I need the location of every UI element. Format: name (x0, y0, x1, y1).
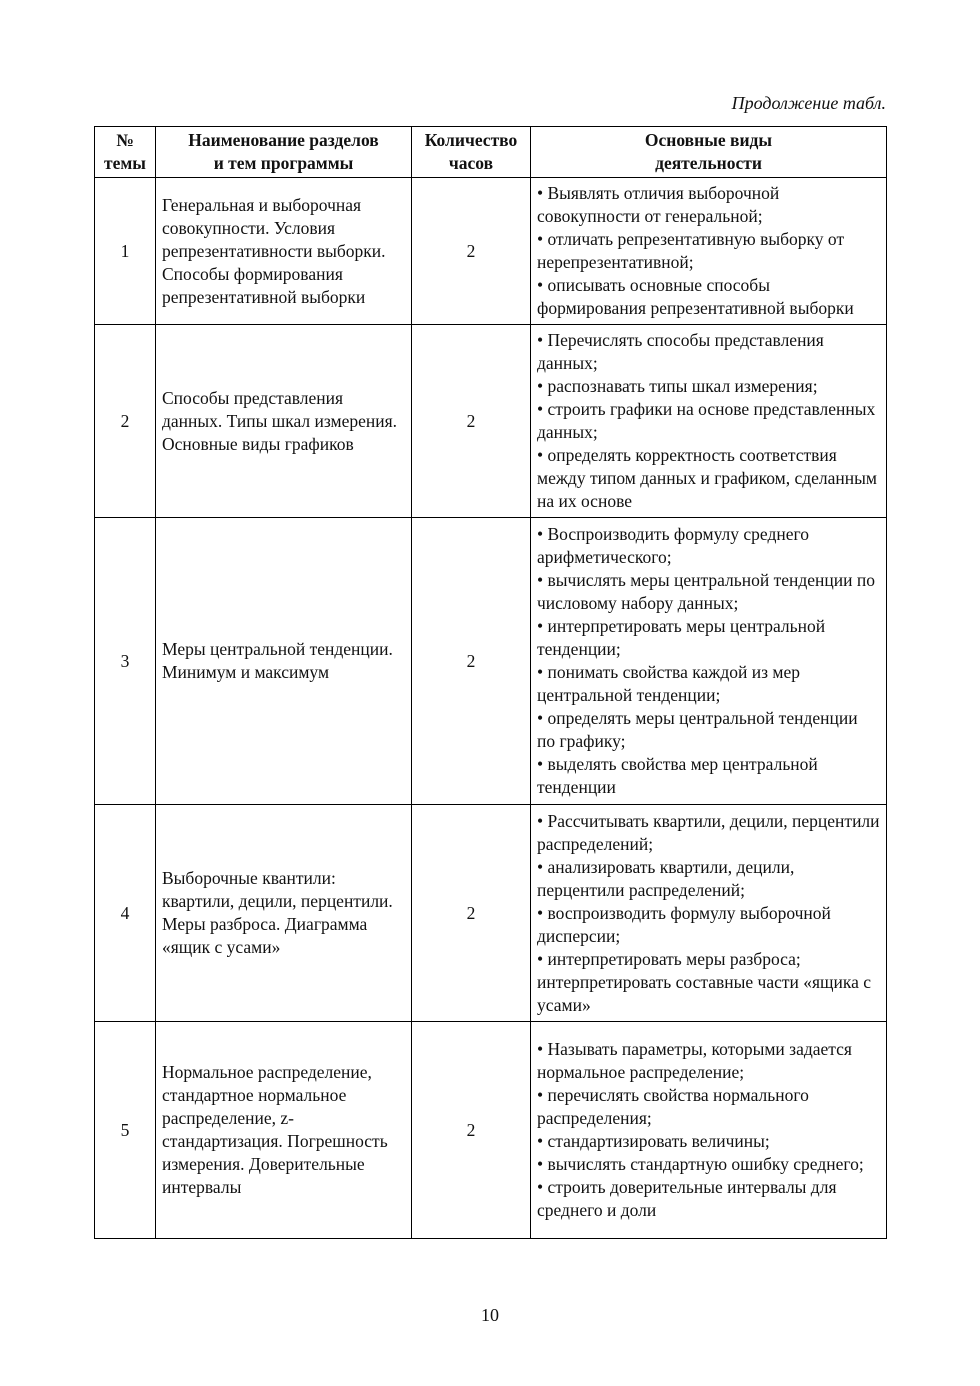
header-topic-name (156, 127, 412, 178)
topic-title: Нормальное распределение, стандартное нормальное распределение, z-стандартизация. Погрешность измерения. Доверительные интервалы (156, 1022, 412, 1239)
activity-item: • воспроизводить формулу выборочной дисперсии; (537, 902, 831, 946)
topic-title: Генеральная и выборочная совокупности. Условия репрезентативности выборки. Способы формирования репрезентативной выборки (156, 178, 412, 325)
table-row (95, 178, 887, 325)
header-topic-number (95, 127, 156, 178)
header-line: и тем программы (213, 153, 354, 173)
topic-hours: 2 (412, 1022, 531, 1239)
table-row (95, 805, 887, 1022)
activity-item: • Выявлять отличия выборочной совокупности от генеральной; (537, 183, 780, 226)
topic-title: Меры центральной тенденции. Минимум и максимум (156, 518, 412, 805)
topic-hours: 2 (412, 325, 531, 518)
topic-activities (531, 1022, 887, 1239)
activity-item: • определять корректность соответствия между типом данных и графиком, сделанным на их основе (537, 445, 877, 511)
topic-number: 5 (95, 1022, 156, 1239)
activity-item: • интерпретировать меры центральной тенденции; (537, 616, 826, 659)
header-line: Основные виды (644, 130, 773, 150)
topic-activities (531, 805, 887, 1022)
header-line: темы (104, 153, 146, 173)
header-hours (412, 127, 531, 178)
topic-hours: 2 (412, 805, 531, 1022)
topic-number: 2 (95, 325, 156, 518)
activity-item: • Называть параметры, которыми задается нормальное распределение; (537, 1039, 852, 1082)
activity-item: • определять меры центральной тенденции по графику; (537, 708, 858, 751)
topic-title: Выборочные квантили: квартили, децили, перцентили. Меры разброса. Диаграмма «ящик с усами» (156, 805, 412, 1022)
page-number: 10 (481, 1305, 499, 1325)
activity-item: • Воспроизводить формулу среднего арифметического; (537, 524, 810, 567)
header-line: Количество (424, 130, 518, 150)
topic-title: Способы представления данных. Типы шкал измерения. Основные виды графиков (156, 325, 412, 518)
table-header-row (95, 127, 887, 178)
table-continuation-caption: Продолжение табл. (731, 93, 886, 113)
activity-item: • распознавать типы шкал измерения; (537, 376, 818, 396)
topic-activities (531, 178, 887, 325)
header-line: Наименование разделов (188, 130, 379, 150)
activity-item: • интерпретировать меры разброса; интерпретировать составные части «ящика с усами» (537, 948, 872, 1015)
activity-item: • вычислять стандартную ошибку среднего; (537, 1154, 864, 1174)
activity-item: • стандартизировать величины; (537, 1131, 770, 1151)
topic-hours: 2 (412, 518, 531, 805)
topic-activities (531, 325, 887, 518)
activity-item: • строить доверительные интервалы для среднего и доли (537, 1177, 837, 1220)
topic-hours: 2 (412, 178, 531, 325)
header-line: № (116, 130, 134, 150)
topic-activities (531, 518, 887, 805)
activity-item: • понимать свойства каждой из мер центральной тенденции; (537, 662, 800, 705)
topic-number: 3 (95, 518, 156, 805)
activity-item: • перечислять свойства нормального распределения; (537, 1085, 809, 1128)
table-row (95, 325, 887, 518)
activity-item: • анализировать квартили, децили, перцентили распределений; (537, 856, 795, 900)
activity-item: • отличать репрезентативную выборку от нерепрезентативной; (537, 229, 845, 272)
header-line: деятельности (655, 153, 762, 173)
table-row (95, 1022, 887, 1239)
activity-item: • описывать основные способы формирования репрезентативной выборки (537, 275, 854, 318)
activity-item: • вычислять меры центральной тенденции по числовому набору данных; (537, 570, 875, 613)
activity-item: • Перечислять способы представления данных; (537, 330, 824, 373)
activity-item: • строить графики на основе представленных данных; (537, 399, 876, 442)
topic-number: 1 (95, 178, 156, 325)
header-activities (531, 127, 887, 178)
program-table (94, 126, 887, 1239)
activity-item: • выделять свойства мер центральной тенденции (537, 754, 818, 797)
header-line: часов (448, 153, 494, 173)
topic-number: 4 (95, 805, 156, 1022)
table-row (95, 518, 887, 805)
activity-item: • Рассчитывать квартили, децили, перцентили распределений; (537, 810, 880, 854)
